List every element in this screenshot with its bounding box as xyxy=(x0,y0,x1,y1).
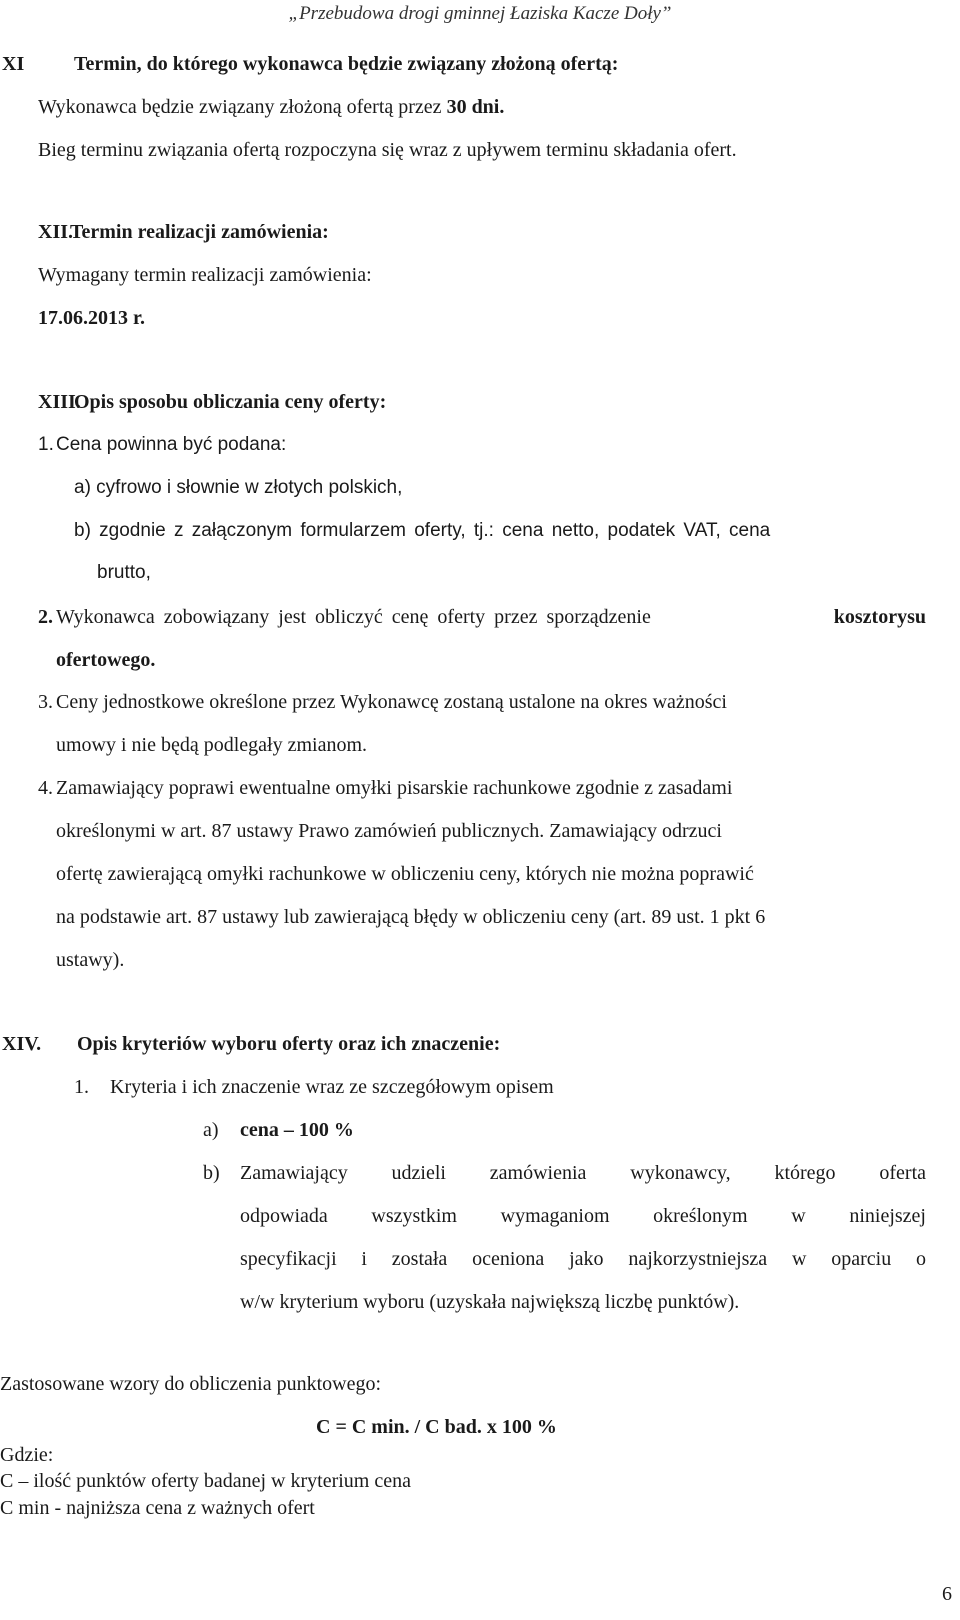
point-2-bold-1: kosztorysu xyxy=(833,606,926,628)
point-2-line-1 xyxy=(56,605,926,629)
point-4-line-4: na podstawie art. 87 ustawy lub zawierającą błędy w obliczeniu ceny (art. 89 ust. 1 pkt 6 xyxy=(56,906,766,928)
binding-period-text: Wykonawca będzie związany złożoną ofertą przez xyxy=(38,96,447,118)
point-4-line-2: określonymi w art. 87 ustawy Prawo zamówień publicznych. Zamawiający odrzuci xyxy=(56,820,722,842)
point-3-line-1: Ceny jednostkowe określone przez Wykonawcę zostaną ustalone na okres ważności xyxy=(56,691,727,713)
section-number-xiv: XIV. xyxy=(2,1033,42,1055)
section-number-xiii: XIII. xyxy=(38,391,81,413)
formula-definition-2: C min - najniższa cena z ważnych ofert xyxy=(0,1497,315,1519)
point-4-number: 4. xyxy=(38,777,53,799)
binding-period-days: 30 dni. xyxy=(446,96,505,118)
point-1-number: 1. xyxy=(38,434,54,455)
formula-expression: C = C min. / C bad. x 100 % xyxy=(316,1416,557,1438)
binding-start-line: Bieg terminu związania ofertą rozpoczyna się wraz z upływem terminu składania ofert. xyxy=(38,139,737,161)
criteria-number: 1. xyxy=(74,1076,89,1098)
formula-intro: Zastosowane wzory do obliczenia punktowego: xyxy=(0,1373,382,1395)
section-title-xiv: Opis kryteriów wyboru oferty oraz ich znaczenie: xyxy=(77,1033,501,1055)
point-1b-line-2: brutto, xyxy=(97,562,151,583)
criterion-b-label: b) xyxy=(203,1162,220,1184)
criteria-text: Kryteria i ich znaczenie wraz ze szczegółowym opisem xyxy=(110,1076,554,1098)
binding-period-line xyxy=(38,95,504,119)
point-3-line-2: umowy i nie będą podlegały zmianom. xyxy=(56,734,368,756)
formula-definition-1: C – ilość punktów oferty badanej w kryterium cena xyxy=(0,1470,411,1492)
point-3-number: 3. xyxy=(38,691,53,713)
point-4-line-5: ustawy). xyxy=(56,949,125,971)
point-1b-line-1 xyxy=(74,520,926,542)
criterion-b-line-2: odpowiada wszystkim wymaganiom określonym w niniejszej xyxy=(240,1205,926,1227)
point-2-bold-2: ofertowego. xyxy=(56,649,156,671)
required-deadline-date: 17.06.2013 r. xyxy=(38,307,146,329)
section-number-xii: XII. xyxy=(38,221,74,243)
criterion-b-line-3: specyfikacji i została oceniona jako najkorzystniejsza w oparciu o xyxy=(240,1248,926,1270)
criterion-b-line-1: Zamawiający udzieli zamówienia wykonawcy, którego oferta xyxy=(240,1162,926,1184)
criterion-b-line-4: w/w kryterium wyboru (uzyskała największą liczbę punktów). xyxy=(240,1291,740,1313)
document-header: „Przebudowa drogi gminnej Łaziska Kacze Doły” xyxy=(288,3,672,24)
criterion-a-text: cena – 100 % xyxy=(240,1119,354,1141)
point-2-number: 2. xyxy=(38,606,53,628)
required-deadline-label: Wymagany termin realizacji zamówienia: xyxy=(38,264,372,286)
point-2-text: Wykonawca zobowiązany jest obliczyć cenę oferty przez sporządzenie xyxy=(56,606,651,628)
point-4-line-1: Zamawiający poprawi ewentualne omyłki pisarskie rachunkowe zgodnie z zasadami xyxy=(56,777,733,799)
criterion-a-label: a) xyxy=(203,1119,219,1141)
point-1a-text: a) cyfrowo i słownie w złotych polskich, xyxy=(74,477,403,498)
section-title-xi: Termin, do którego wykonawca będzie związany złożoną ofertą: xyxy=(74,53,619,75)
page-number: 6 xyxy=(942,1583,952,1605)
point-4-line-3: ofertę zawierającą omyłki rachunkowe w obliczeniu ceny, których nie można poprawić xyxy=(56,863,754,885)
section-title-xii: Termin realizacji zamówienia: xyxy=(70,221,329,243)
point-1-text: Cena powinna być podana: xyxy=(56,434,287,455)
point-1b-text: b) zgodnie z załączonym formularzem oferty, tj.: cena netto, podatek VAT, cena xyxy=(74,520,771,541)
formula-where: Gdzie: xyxy=(0,1444,54,1466)
section-title-xiii: Opis sposobu obliczania ceny oferty: xyxy=(74,391,387,413)
section-number-xi: XI xyxy=(2,53,25,75)
